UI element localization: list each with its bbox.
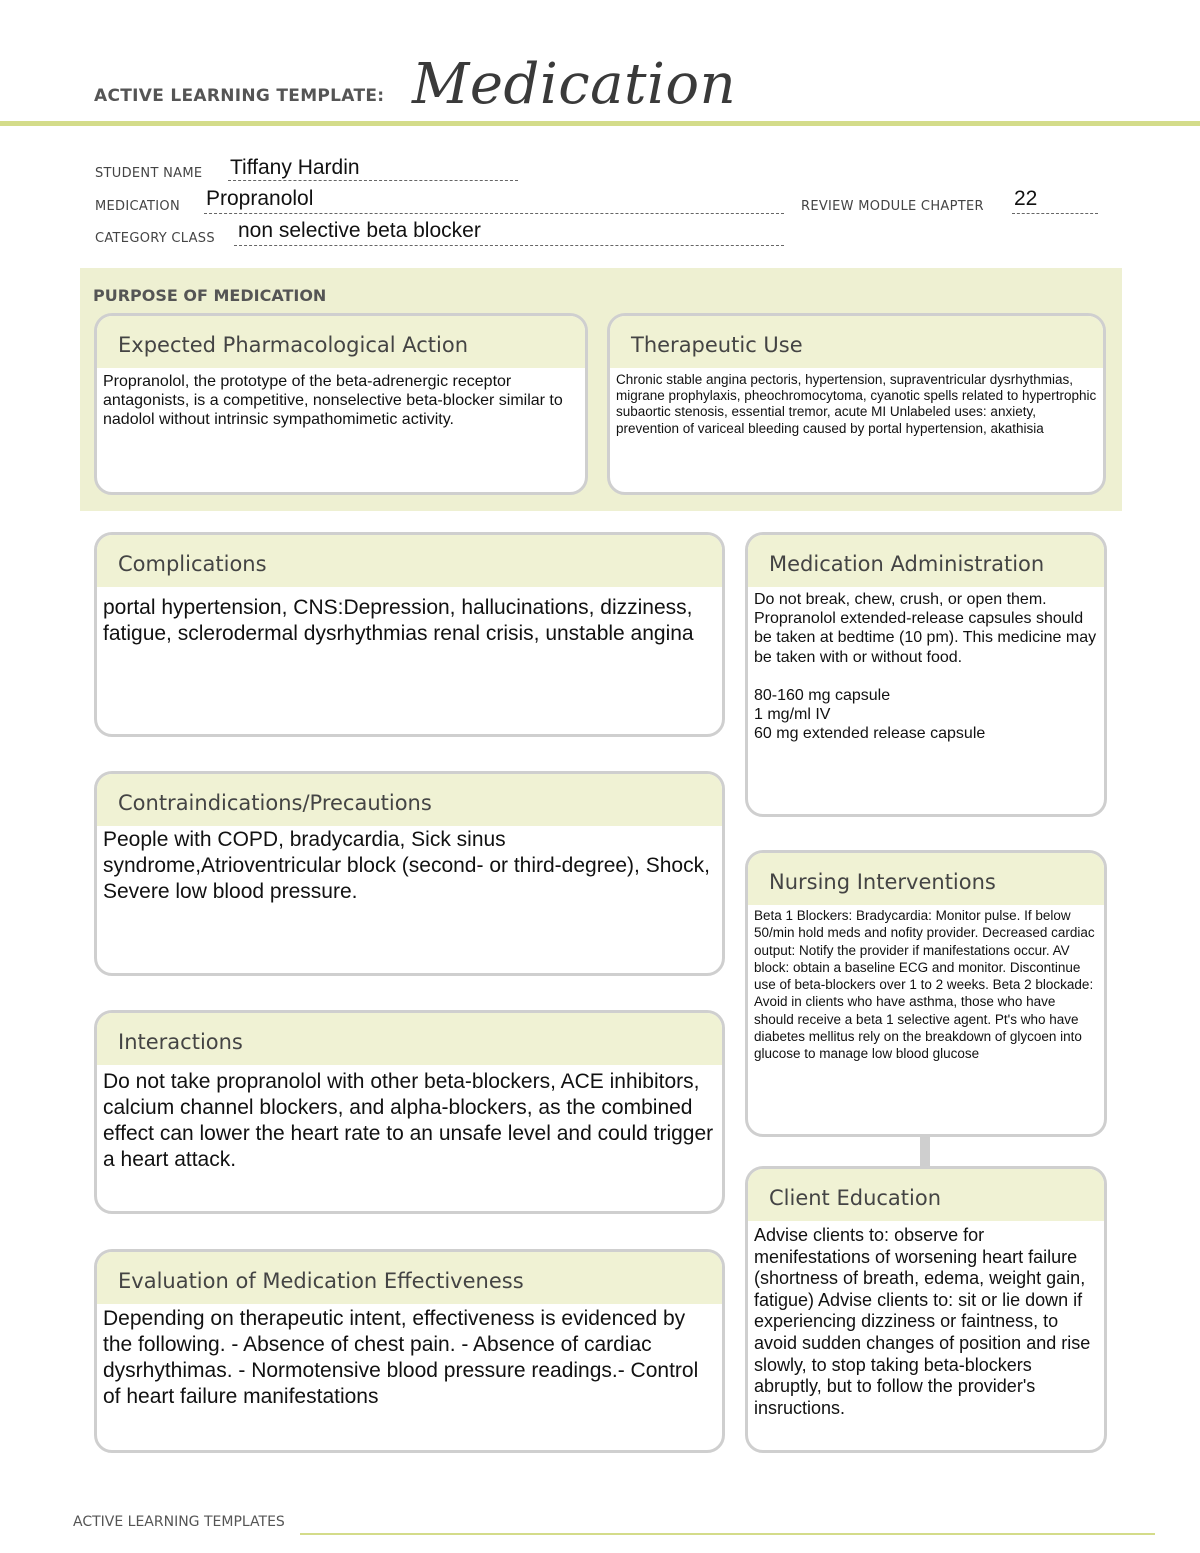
evaluation-heading: Evaluation of Medication Effectiveness — [97, 1252, 722, 1304]
medication-underline — [204, 213, 784, 214]
contraindications-heading: Contraindications/Precautions — [97, 774, 722, 826]
expected-action-heading: Expected Pharmacological Action — [97, 316, 585, 368]
medication-label: MEDICATION — [95, 199, 180, 214]
administration-text[interactable]: Do not break, chew, crush, or open them. Propranolol extended-release capsules should be taken at bedtime (10 pm). This medicine may be taken with or without food. 80-160 mg capsule 1 mg/ml IV 60 mg extended release capsule — [754, 591, 1097, 743]
category-class-underline — [234, 245, 784, 246]
footer-label: ACTIVE LEARNING TEMPLATES — [73, 1514, 285, 1530]
page-title: Medication — [412, 52, 737, 117]
student-name-underline — [228, 180, 518, 181]
student-name-field[interactable]: Tiffany Hardin — [230, 156, 360, 179]
client-education-text[interactable]: Advise clients to: observe for menifestations of worsening heart failure (shortness of breath, edema, weight gain, fatigue) Advise clients to: sit or lie down if experiencing dizziness or faintness, to avoid sudden changes of position and rise slowly, to stop taking beta-blockers abruptly, but to follow the provider's insructions. — [754, 1225, 1091, 1418]
medication-field[interactable]: Propranolol — [206, 187, 314, 210]
nursing-interventions-text[interactable]: Beta 1 Blockers: Bradycardia: Monitor pulse. If below 50/min hold meds and nofity provider. Decreased cardiac output: Notify the provider if manifestations occur. AV block: obtain a baseline ECG and monitor. Discontinue use of beta-blockers over 1 to 2 weeks. Beta 2 blockade: Avoid in clients who have asthma, those who have should receive a beta 1 selective agent. Pt's who have diabetes mellitus rely on the breakdown of glycoen into glucose to manage low blood glucose — [754, 908, 1095, 1062]
footer-divider — [300, 1533, 1155, 1535]
client-education-heading: Client Education — [748, 1169, 1104, 1221]
category-class-field[interactable]: non selective beta blocker — [238, 219, 481, 242]
interactions-heading: Interactions — [97, 1013, 722, 1065]
complications-text[interactable]: portal hypertension, CNS:Depression, hallucinations, dizziness, fatigue, sclerodermal dysrhythmias renal crisis, unstable angina — [103, 596, 694, 646]
complications-heading: Complications — [97, 535, 722, 587]
nursing-interventions-box — [745, 850, 1107, 1137]
interactions-box — [94, 1010, 725, 1214]
administration-box — [745, 532, 1107, 817]
template-label: ACTIVE LEARNING TEMPLATE: — [94, 86, 385, 106]
category-class-label: CATEGORY CLASS — [95, 231, 215, 246]
interactions-text[interactable]: Do not take propranolol with other beta-blockers, ACE inhibitors, calcium channel blockers, and alpha-blockers, as the combined effect can lower the heart rate to an unsafe level and could trigger a heart attack. — [103, 1070, 714, 1172]
therapeutic-use-heading: Therapeutic Use — [610, 316, 1103, 368]
contraindications-box — [94, 771, 725, 976]
expected-action-text[interactable]: Propranolol, the prototype of the beta-adrenergic receptor antagonists, is a competitive, nonselective beta-blocker similar to nadolol without intrinsic sympathomimetic activity. — [103, 373, 563, 429]
nursing-interventions-heading: Nursing Interventions — [748, 853, 1104, 905]
therapeutic-use-box — [607, 313, 1106, 495]
review-module-label: REVIEW MODULE CHAPTER — [801, 199, 984, 214]
box-connector — [920, 1134, 930, 1166]
student-name-label: STUDENT NAME — [95, 166, 203, 181]
header-divider — [0, 121, 1200, 126]
expected-action-box — [94, 313, 588, 495]
therapeutic-use-text[interactable]: Chronic stable angina pectoris, hypertension, supraventricular dysrhythmias, migrane prophylaxis, pheochromocytoma, cyanotic spells related to hypertrophic subaortic stenosis, essential tremor, acute MI Unlabeled uses: anxiety, prevention of variceal bleeding caused by portal hypertension, akathisia — [616, 372, 1097, 436]
purpose-title: PURPOSE OF MEDICATION — [93, 286, 327, 305]
contraindications-text[interactable]: People with COPD, bradycardia, Sick sinus syndrome,Atrioventricular block (second- or third-degree), Shock, Severe low blood pressure. — [103, 828, 710, 904]
client-education-box — [745, 1166, 1107, 1453]
review-module-field[interactable]: 22 — [1014, 187, 1038, 210]
review-module-underline — [1012, 213, 1098, 214]
complications-box — [94, 532, 725, 737]
evaluation-box — [94, 1249, 725, 1453]
evaluation-text[interactable]: Depending on therapeutic intent, effectiveness is evidenced by the following. - Absence of chest pain. - Absence of cardiac dysrhythimas. - Normotensive blood pressure readings.- Control of heart failure manifestations — [103, 1307, 699, 1409]
administration-heading: Medication Administration — [748, 535, 1104, 587]
